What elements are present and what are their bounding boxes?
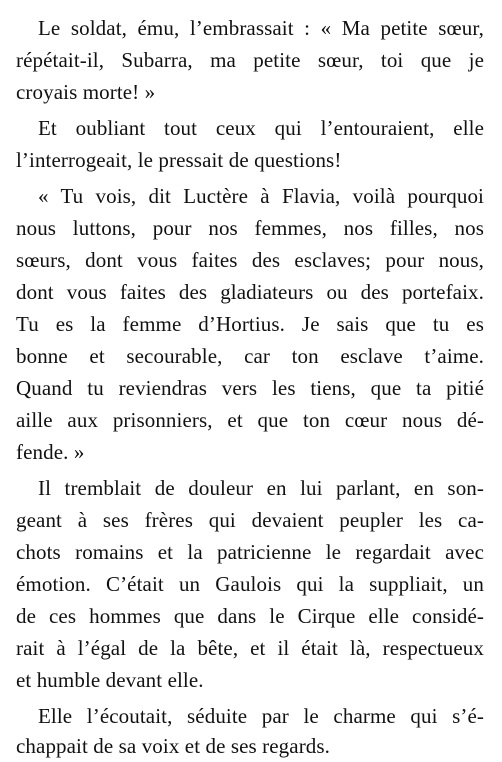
text-line: dont vous faites des gladiateurs ou des portefaix. xyxy=(16,280,484,304)
text-line: nous luttons, pour nos femmes, nos filles, nos xyxy=(16,216,484,240)
text-line: Et oubliant tout ceux qui l’entouraient, elle xyxy=(38,116,484,140)
text-line: l’interrogeait, le pressait de questions! xyxy=(16,148,342,172)
text-line: Quand tu reviendras vers les tiens, que ta pitié xyxy=(16,376,484,400)
text-line: fende. » xyxy=(16,440,85,464)
text-line: Le soldat, ému, l’embrassait : « Ma petite sœur, xyxy=(38,16,484,40)
text-line: bonne et secourable, car ton esclave t’aime. xyxy=(16,344,484,368)
text-line: chots romains et la patricienne le regardait avec xyxy=(16,540,484,564)
text-line: croyais morte! » xyxy=(16,80,156,104)
text-line: de ces hommes que dans le Cirque elle considé- xyxy=(16,604,484,628)
text-line: émotion. C’était un Gaulois qui la suppliait, un xyxy=(16,572,484,596)
text-line: répétait-il, Subarra, ma petite sœur, toi que je xyxy=(16,48,484,72)
text-line: aille aux prisonniers, et que ton cœur nous dé- xyxy=(16,408,484,432)
text-line: sœurs, dont vous faites des esclaves; pour nous, xyxy=(16,248,484,272)
text-line: Tu es la femme d’Hortius. Je sais que tu es xyxy=(16,312,484,336)
text-line: Elle l’écoutait, séduite par le charme qui s’é- xyxy=(38,704,484,728)
text-line: geant à ses frères qui devaient peupler les ca- xyxy=(16,508,484,532)
text-line: « Tu vois, dit Luctère à Flavia, voilà pourquoi xyxy=(38,184,484,208)
text-line: Il tremblait de douleur en lui parlant, en son- xyxy=(38,476,484,500)
text-line: rait à l’égal de la bête, et il était là, respectueux xyxy=(16,636,484,660)
text-line: et humble devant elle. xyxy=(16,668,204,692)
text-line: chappait de sa voix et de ses regards. xyxy=(16,734,331,758)
